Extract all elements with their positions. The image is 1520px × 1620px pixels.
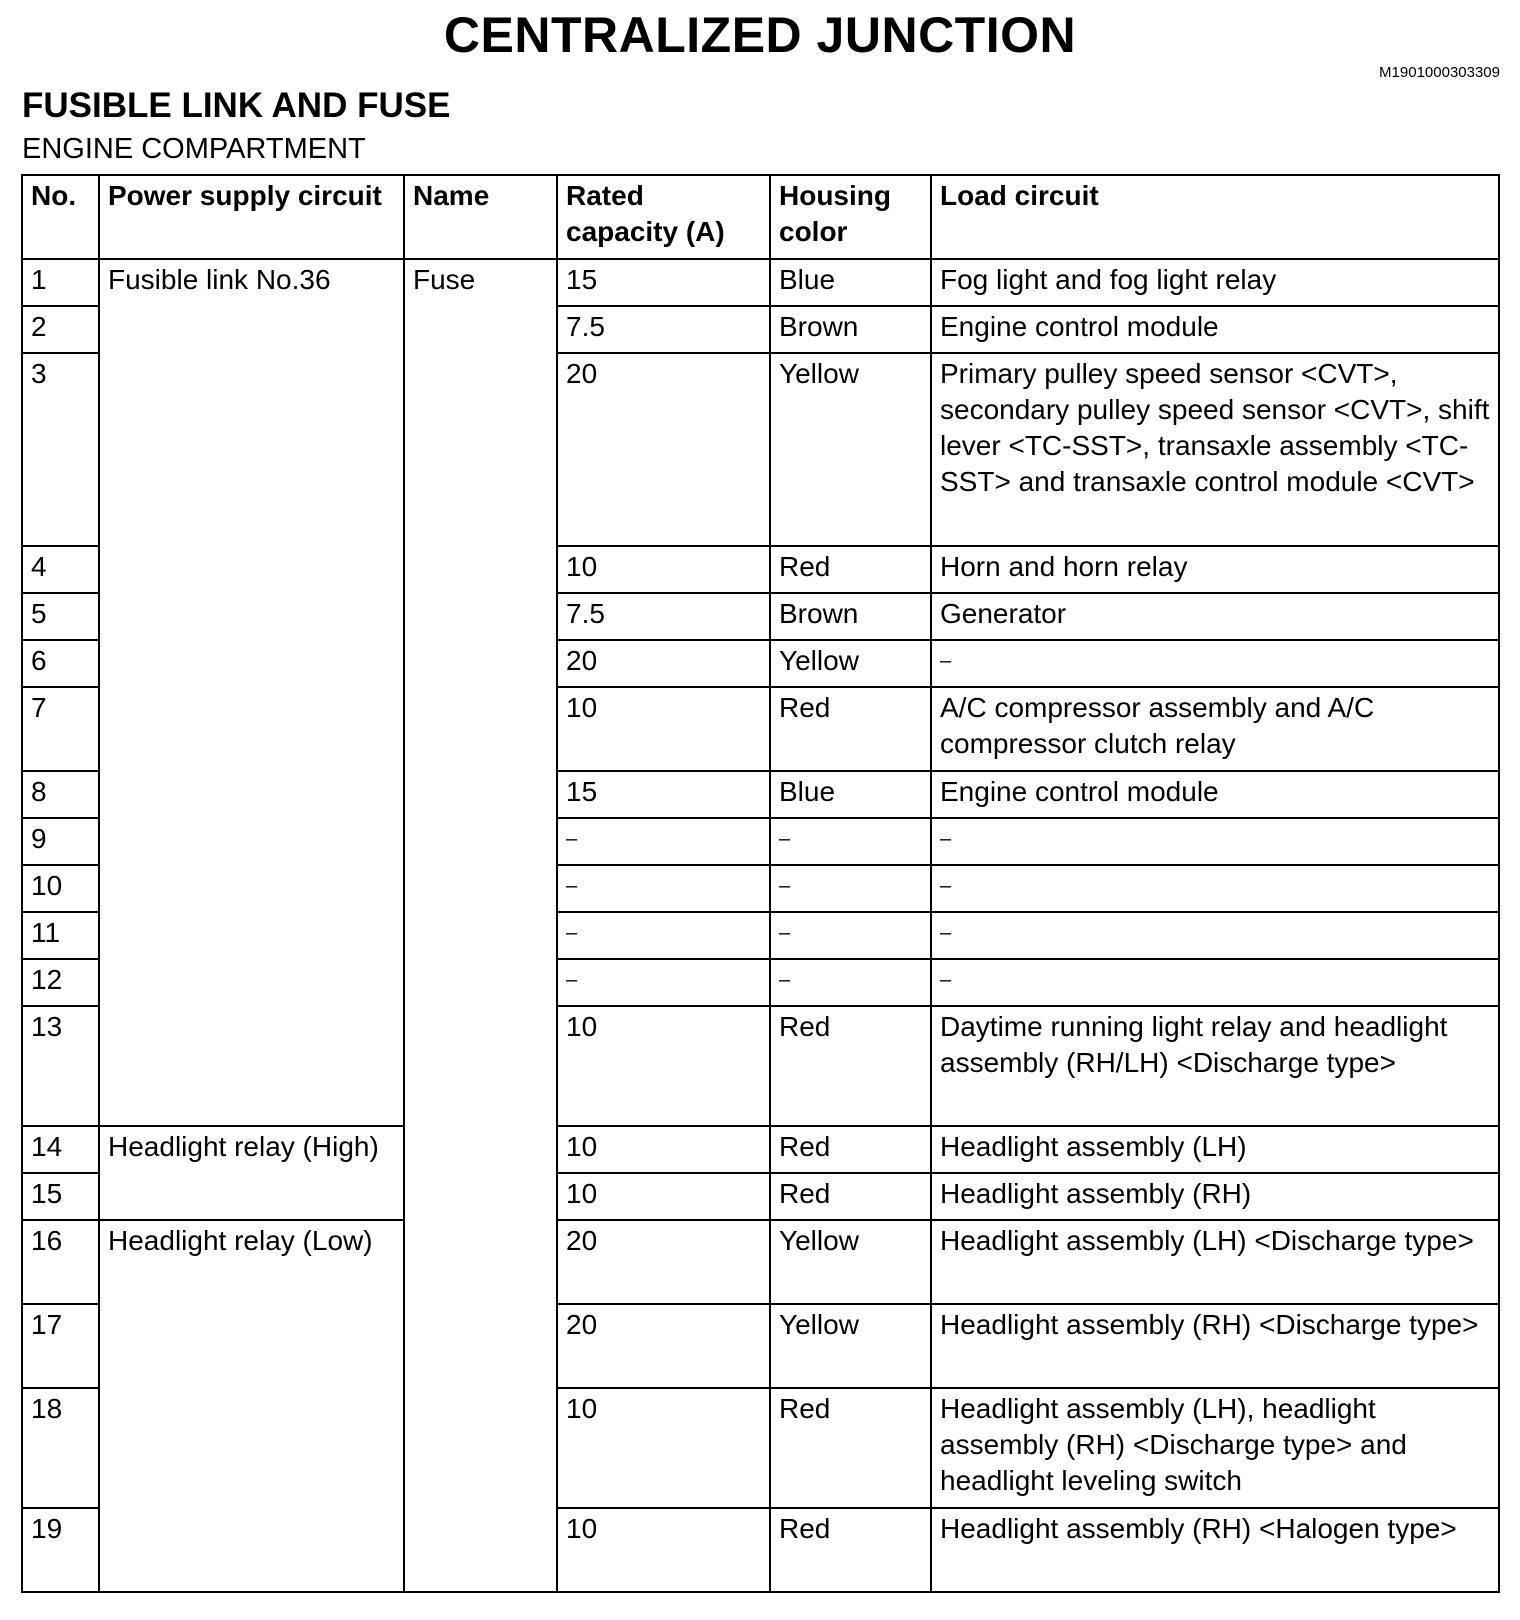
cell-color: Brown [770,306,931,353]
document-id: M1901000303309 [1379,64,1500,81]
cell-rated: 10 [557,1006,770,1126]
cell-no: 9 [22,818,99,865]
header-rated-capacity: Rated capacity (A) [557,175,770,259]
header-no: No. [22,175,99,259]
cell-no: 18 [22,1388,99,1508]
cell-color: Yellow [770,1220,931,1304]
cell-rated: – [557,865,770,912]
cell-rated: – [557,959,770,1006]
table-row [22,1220,1499,1304]
header-power-supply: Power supply circuit [99,175,404,259]
cell-no: 13 [22,1006,99,1126]
header-name: Name [404,175,557,259]
fuse-table [21,174,1500,1593]
cell-color: Red [770,1006,931,1126]
table-row [22,259,1499,306]
cell-no: 10 [22,865,99,912]
cell-load: – [931,640,1499,687]
cell-color: Red [770,1173,931,1220]
cell-load: – [931,959,1499,1006]
cell-load: Headlight assembly (LH) [931,1126,1499,1173]
cell-load: Headlight assembly (LH), headlight assembly (RH) <Discharge type> and headlight leveling switch [931,1388,1499,1508]
cell-load: – [931,865,1499,912]
cell-power-supply: Fusible link No.36 [99,259,404,1126]
cell-no: 4 [22,546,99,593]
cell-color: Red [770,546,931,593]
table-header-row [22,175,1499,259]
cell-no: 5 [22,593,99,640]
cell-no: 15 [22,1173,99,1220]
cell-color: Red [770,687,931,771]
header-housing-color: Housing color [770,175,931,259]
cell-no: 1 [22,259,99,306]
page-title: CENTRALIZED JUNCTION [443,7,1077,63]
cell-color: Yellow [770,353,931,546]
cell-load: Fog light and fog light relay [931,259,1499,306]
cell-load: Headlight assembly (RH) [931,1173,1499,1220]
cell-load: Headlight assembly (RH) <Halogen type> [931,1508,1499,1592]
cell-power-supply: Headlight relay (Low) [99,1220,404,1592]
cell-rated: 10 [557,687,770,771]
cell-load: – [931,818,1499,865]
cell-rated: 20 [557,353,770,546]
cell-no: 12 [22,959,99,1006]
cell-no: 16 [22,1220,99,1304]
cell-rated: 20 [557,1220,770,1304]
cell-color: Red [770,1126,931,1173]
cell-no: 11 [22,912,99,959]
cell-rated: 7.5 [557,306,770,353]
cell-rated: – [557,912,770,959]
cell-no: 2 [22,306,99,353]
cell-load: Headlight assembly (RH) <Discharge type> [931,1304,1499,1388]
cell-no: 17 [22,1304,99,1388]
cell-rated: 15 [557,259,770,306]
cell-no: 7 [22,687,99,771]
cell-rated: 15 [557,771,770,818]
cell-rated: – [557,818,770,865]
cell-load: Horn and horn relay [931,546,1499,593]
cell-color: Blue [770,259,931,306]
cell-load: Primary pulley speed sensor <CVT>, secondary pulley speed sensor <CVT>, shift lever <TC-SST>, transaxle assembly <TC-SST> and transaxle control module <CVT> [931,353,1499,546]
cell-rated: 10 [557,1173,770,1220]
cell-no: 19 [22,1508,99,1592]
cell-rated: 20 [557,640,770,687]
cell-color: Brown [770,593,931,640]
cell-no: 8 [22,771,99,818]
cell-color: – [770,865,931,912]
cell-load: – [931,912,1499,959]
cell-name: Fuse [404,259,557,1592]
cell-rated: 10 [557,1508,770,1592]
cell-no: 3 [22,353,99,546]
cell-load: Generator [931,593,1499,640]
cell-color: Yellow [770,640,931,687]
cell-color: Red [770,1388,931,1508]
cell-load: Daytime running light relay and headlight assembly (RH/LH) <Discharge type> [931,1006,1499,1126]
header-load-circuit: Load circuit [931,175,1499,259]
cell-no: 6 [22,640,99,687]
cell-color: Red [770,1508,931,1592]
subsection-heading: ENGINE COMPARTMENT [22,133,366,165]
cell-load: A/C compressor assembly and A/C compressor clutch relay [931,687,1499,771]
cell-load: Engine control module [931,306,1499,353]
cell-rated: 10 [557,1126,770,1173]
cell-rated: 7.5 [557,593,770,640]
section-heading: FUSIBLE LINK AND FUSE [22,86,451,125]
table-row [22,1126,1499,1173]
cell-color: – [770,912,931,959]
cell-load: Engine control module [931,771,1499,818]
cell-rated: 10 [557,546,770,593]
cell-rated: 20 [557,1304,770,1388]
cell-color: Yellow [770,1304,931,1388]
cell-no: 14 [22,1126,99,1173]
cell-color: Blue [770,771,931,818]
cell-load: Headlight assembly (LH) <Discharge type> [931,1220,1499,1304]
cell-rated: 10 [557,1388,770,1508]
cell-color: – [770,818,931,865]
cell-color: – [770,959,931,1006]
cell-power-supply: Headlight relay (High) [99,1126,404,1220]
